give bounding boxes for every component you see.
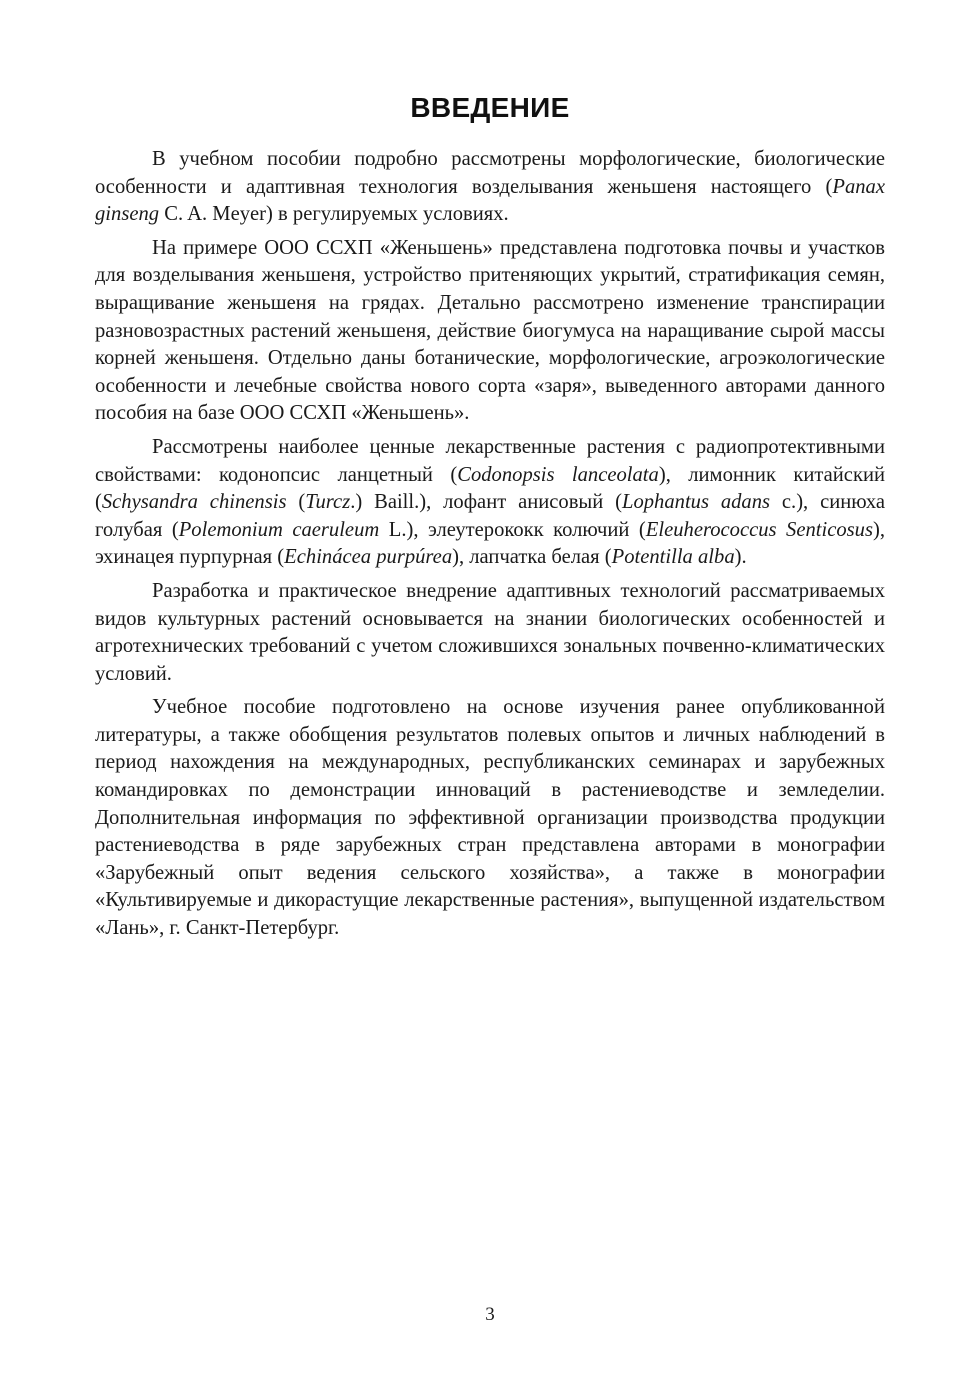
text-segment: Разработка и практическое внедрение адаптивных технологий рассматриваемых видов культурных растений основывается на знании биологических особенностей и агротехнических требований с учетом сложившихся зональных почвенно-климатических условий. bbox=[95, 579, 885, 685]
paragraph-1 bbox=[95, 146, 885, 229]
paragraph-2 bbox=[95, 235, 885, 428]
text-segment: Учебное пособие подготовлено на основе изучения ранее опубликованной литературы, а также обобщения результатов полевых опытов и личных наблюдений в период нахождения на международных, республиканских семинарах и зарубежных командировках по демонстрации инноваций в растениеводстве и земледелии. Дополнительная информация по эффективной организации производства продукции растениеводства в ряде зарубежных стран представлена авторами в монографии «Зарубежный опыт ведения сельского хозяйства», а также в монографии «Культивируемые и дикорастущие лекарственные растения», выпущенной издательством «Лань», г. Санкт-Петербург. bbox=[95, 696, 885, 940]
latin-name: Turcz bbox=[305, 491, 351, 514]
latin-name: Echinácea purpúrea bbox=[284, 546, 453, 569]
text-segment: ), лимонник китайский ( bbox=[95, 463, 885, 514]
paragraph-3 bbox=[95, 434, 885, 572]
latin-name: Polemonium caeruleum bbox=[178, 518, 380, 541]
text-segment: ), лапчатка белая ( bbox=[452, 546, 612, 569]
text-segment: L.), элеутерококк колючий ( bbox=[379, 518, 646, 541]
paragraph-4 bbox=[95, 578, 885, 688]
text-segment: На примере ООО ССХП «Женьшень» представлена подготовка почвы и участков для возделывания женьшеня, устройство притеняющих укрытий, стратификация семян, выращивание женьшеня на грядах. Детально рассмотрено изменение транспирации разновозрастных растений женьшеня, действие биогумуса на наращивание сырой массы корней женьшеня. Отдельно даны ботанические, морфологические, агроэкологические особенности и лечебные свойства нового сорта «заря», выведенного авторами данного пособия на базе ООО ССХП «Женьшень». bbox=[95, 236, 885, 425]
page-content bbox=[95, 92, 885, 949]
text-segment: В учебном пособии подробно рассмотрены морфологические, биологические особенности и адаптивная технология возделывания женьшеня настоящего ( bbox=[95, 148, 885, 198]
latin-name: Potentilla alba bbox=[611, 546, 735, 569]
text-segment: .) Baill.), лофант анисовый ( bbox=[350, 491, 622, 514]
text-segment: ). bbox=[734, 546, 747, 569]
paragraph-5 bbox=[95, 694, 885, 942]
text-segment: c.), синюха голубая ( bbox=[95, 491, 885, 541]
latin-name: Schysandra chinensis bbox=[101, 491, 287, 514]
text-segment: ), эхинацея пурпурная ( bbox=[95, 518, 886, 569]
text-segment: Рассмотрены наиболее ценные лекарственные растения с радиопротективными свойствами: кодонопсис ланцетный ( bbox=[95, 435, 885, 486]
text-segment: ( bbox=[286, 491, 306, 514]
latin-name: Eleuherococcus Senticosus bbox=[645, 518, 873, 541]
latin-name: Lophantus adans bbox=[622, 491, 771, 514]
body-text bbox=[95, 146, 885, 943]
latin-name: Codonopsis lanceolata bbox=[457, 463, 659, 486]
page-number: 3 bbox=[485, 1304, 495, 1325]
latin-name: Panax ginseng bbox=[95, 175, 885, 226]
page-title: ВВЕДЕНИЕ bbox=[410, 92, 570, 123]
text-segment: C. A. Meyer) в регулируемых условиях. bbox=[159, 203, 509, 226]
